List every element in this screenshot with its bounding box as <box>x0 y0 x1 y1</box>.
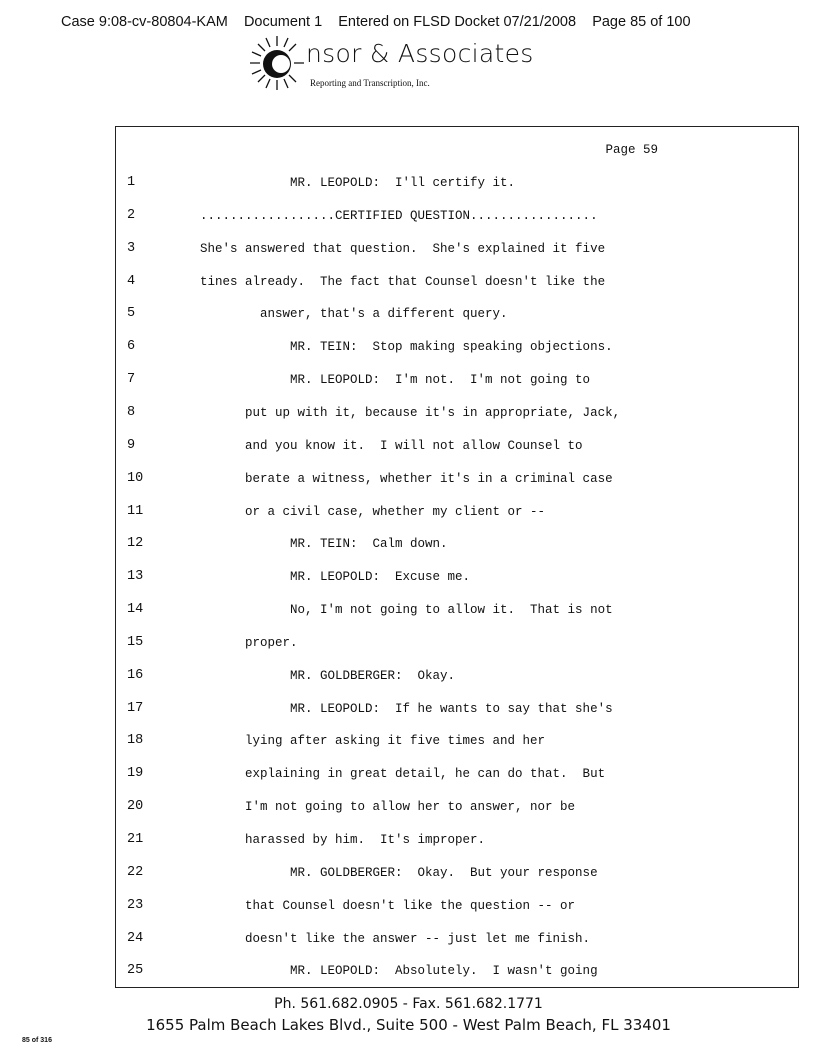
line-number: 23 <box>127 897 144 913</box>
line-number: 8 <box>127 404 136 420</box>
line-text: MR. GOLDBERGER: Okay. But your response <box>200 865 598 880</box>
line-text: I'm not going to allow her to answer, nor be <box>200 800 576 815</box>
line-number: 13 <box>127 569 144 585</box>
entered-date: Entered on FLSD Docket 07/21/2008 <box>338 14 577 30</box>
line-number: 25 <box>127 963 144 979</box>
line-number: 6 <box>127 339 136 355</box>
line-number: 11 <box>127 503 144 519</box>
line-number: 12 <box>127 536 144 552</box>
line-number: 20 <box>127 799 144 815</box>
line-text: MR. LEOPOLD: If he wants to say that she's <box>200 701 613 716</box>
line-text: tines already. The fact that Counsel doesn't like the <box>200 274 606 289</box>
transcript-page <box>115 126 799 988</box>
line-number: 1 <box>127 175 136 190</box>
transcript-page-number: Page 59 <box>605 143 658 157</box>
line-text: MR. LEOPOLD: Absolutely. I wasn't going <box>200 964 598 979</box>
line-number: 9 <box>127 437 136 453</box>
line-number: 3 <box>127 240 136 256</box>
line-text: and you know it. I will not allow Counsel to <box>200 438 583 453</box>
company-logo <box>248 34 548 96</box>
line-number: 7 <box>127 372 136 388</box>
line-number: 24 <box>127 930 144 946</box>
line-number: 16 <box>127 667 144 683</box>
line-number: 15 <box>127 634 144 650</box>
line-text: MR. TEIN: Calm down. <box>200 537 448 552</box>
line-number: 21 <box>127 832 144 847</box>
line-text: lying after asking it five times and her <box>200 734 546 749</box>
line-text: MR. LEOPOLD: Excuse me. <box>200 570 471 585</box>
page-stamp: 85 of 316 <box>22 1037 52 1044</box>
logo-name: nsor & Associates <box>306 39 534 68</box>
logo-subtitle: Reporting and Transcription, Inc. <box>310 78 430 88</box>
footer-phone: Ph. 561.682.0905 - Fax. 561.682.1771 <box>274 996 543 1012</box>
line-text: doesn't like the answer -- just let me finish. <box>200 931 591 946</box>
case-number: Case 9:08-cv-80804-KAM <box>61 14 228 30</box>
line-text: proper. <box>200 635 298 650</box>
line-text: answer, that's a different query. <box>200 307 508 322</box>
line-text: harassed by him. It's improper. <box>200 833 486 847</box>
docket-page: Page 85 of 100 <box>592 14 691 30</box>
docket-header <box>61 14 691 31</box>
line-text: No, I'm not going to allow it. That is not <box>200 603 613 618</box>
document-number: Document 1 <box>243 14 323 30</box>
line-number: 17 <box>127 700 144 716</box>
line-text: MR. LEOPOLD: I'm not. I'm not going to <box>200 373 591 388</box>
line-text: put up with it, because it's in appropriate, Jack, <box>200 405 621 420</box>
line-number: 4 <box>127 273 136 289</box>
line-text: She's answered that question. She's explained it five <box>200 241 606 256</box>
line-number: 19 <box>127 766 144 782</box>
line-text: ..................CERTIFIED QUESTION................. <box>200 208 598 223</box>
line-text: or a civil case, whether my client or -- <box>200 504 546 519</box>
sun-logo-icon <box>248 34 306 92</box>
line-text: berate a witness, whether it's in a criminal case <box>200 471 613 486</box>
line-number: 10 <box>127 470 144 486</box>
line-text: that Counsel doesn't like the question -- or <box>200 898 576 913</box>
line-text: MR. GOLDBERGER: Okay. <box>200 668 456 683</box>
line-text: MR. LEOPOLD: I'll certify it. <box>200 176 516 190</box>
line-number: 2 <box>127 207 136 223</box>
line-text: explaining in great detail, he can do that. But <box>200 767 606 782</box>
line-number: 18 <box>127 733 144 749</box>
footer-address: 1655 Palm Beach Lakes Blvd., Suite 500 - West Palm Beach, FL 33401 <box>146 1016 671 1034</box>
line-number: 22 <box>127 864 144 880</box>
line-number: 5 <box>127 306 136 322</box>
line-number: 14 <box>127 602 144 618</box>
line-text: MR. TEIN: Stop making speaking objections. <box>200 340 613 355</box>
